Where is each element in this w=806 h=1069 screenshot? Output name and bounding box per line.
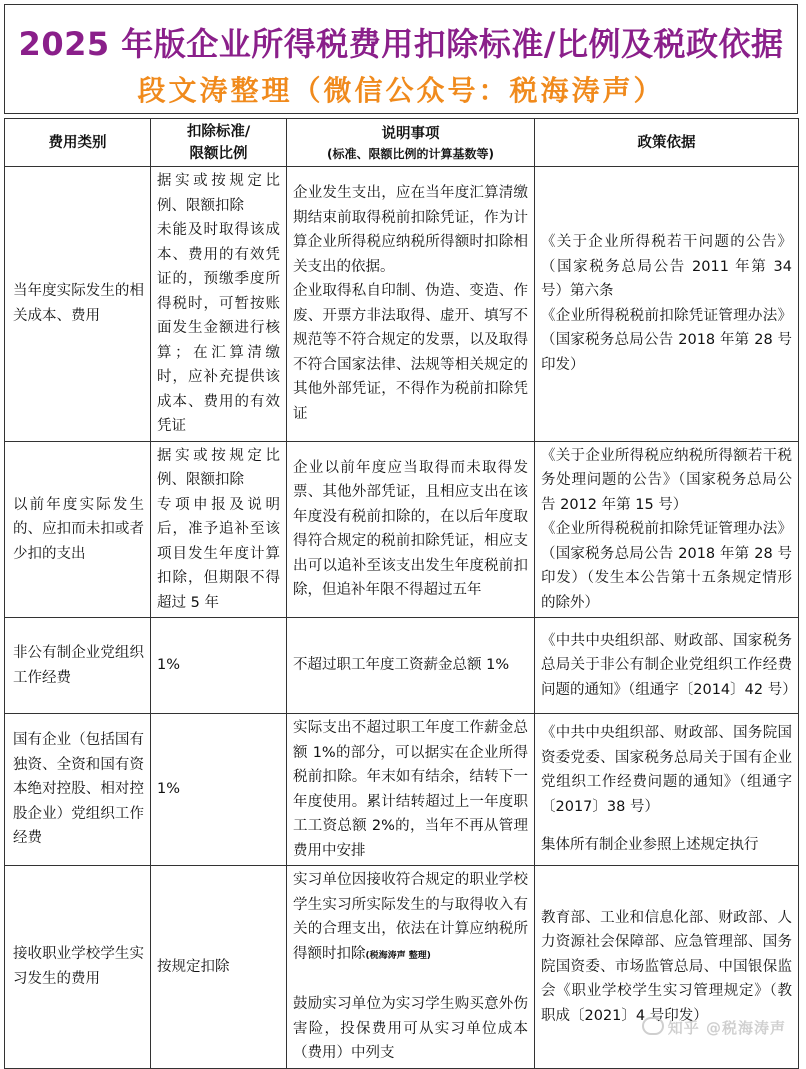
- document-subtitle: 段文涛整理（微信公众号：税海涛声）: [137, 74, 665, 107]
- header-standard: [151, 119, 287, 167]
- table-row: [5, 441, 799, 618]
- row-notes-cell: [287, 714, 535, 866]
- row-basis-cell: [535, 714, 799, 866]
- row-basis-cell: [535, 441, 799, 618]
- row-category: 当年度实际发生的相关成本、费用: [13, 283, 144, 324]
- row-basis: [535, 904, 798, 1031]
- table-row: [5, 167, 799, 442]
- row-standard: 按规定扣除: [157, 958, 230, 975]
- row-note-paragraph: 企业以前年度应当取得而未取得发票、其他外部凭证，且相应支出在该年度没有税前扣除的，在以后年度取得符合规定的税前扣除凭证，相应支出可以追补至该支出发生年度税前扣除，但追补年限不得超过五年: [293, 459, 528, 599]
- row-category: 接收职业学校学生实习发生的费用: [13, 946, 144, 987]
- row-notes: [287, 866, 534, 1068]
- row-basis: [535, 228, 798, 379]
- row-basis-paragraph: 《中共中央组织部、财政部、国务院国资委党委、国家税务总局关于国有企业党组织工作经费问题的通知》（组通字〔2017〕38 号）: [541, 725, 792, 815]
- row-category: 以前年度实际发生的、应扣而未扣或者少扣的支出: [13, 496, 144, 562]
- table-row: [5, 618, 799, 714]
- row-notes: [287, 454, 534, 605]
- row-basis-paragraph: 教育部、工业和信息化部、财政部、人力资源社会保障部、应急管理部、国务院国资委、市场监管总局、中国银保监会《职业学校学生实习管理规定》（教职成〔2021〕4 号印发）: [541, 909, 792, 1024]
- row-category-cell: [5, 714, 151, 866]
- row-basis-paragraph: 集体所有制企业参照上述规定执行: [541, 837, 759, 854]
- row-note-text: 实习单位因接收符合规定的职业学校学生实习所实际发生的与取得收入有关的合理支出，依法在计算应纳税所得额时扣除: [293, 872, 528, 962]
- row-standard: 1%: [157, 657, 181, 674]
- watermark: [642, 1017, 786, 1038]
- header-notes: [287, 119, 535, 167]
- row-note-paragraph: 企业发生支出，应在当年度汇算清缴期结束前取得税前扣除凭证，作为计算企业所得税应纳税所得额时扣除相关支出的依据。: [293, 185, 528, 275]
- row-category-cell: [5, 441, 151, 618]
- row-basis-paragraph: 《企业所得税税前扣除凭证管理办法》（国家税务总局公告 2018 年第 28 号印发）: [541, 307, 792, 373]
- header-standard-line2: 限额比例: [189, 145, 248, 162]
- author-tag: (税海涛声 整理): [365, 950, 431, 961]
- document-title: 2025 年版企业所得税费用扣除标准/比例及税政依据: [18, 25, 784, 63]
- row-basis-paragraph: 《中共中央组织部、财政部、国家税务总局关于非公有制企业党组织工作经费问题的通知》（组通字〔2014〕42 号）: [541, 632, 797, 698]
- row-standard-cell: [151, 866, 287, 1069]
- table-row: [5, 714, 799, 866]
- deduction-table: [4, 118, 799, 1069]
- header-notes-line2: (标准、限额比例的计算基数等): [327, 146, 494, 161]
- row-notes-cell: [287, 167, 535, 442]
- row-standard-cell: [151, 441, 287, 618]
- row-note-paragraph: 不超过职工年度工资薪金总额 1%: [293, 657, 510, 674]
- row-standard: 1%: [157, 781, 181, 798]
- row-category: 非公有制企业党组织工作经费: [13, 645, 144, 686]
- row-standard-cell: [151, 618, 287, 714]
- row-notes-cell: [287, 866, 535, 1069]
- header-basis: 政策依据: [535, 119, 799, 167]
- row-category: 国有企业（包括国有独资、全资和国有资本绝对控股、相对控股企业）党组织工作经费: [13, 732, 144, 847]
- row-basis-paragraph: 《企业所得税税前扣除凭证管理办法》（国家税务总局公告 2018 年第 28 号印发）（发生本公告第十五条规定情形的除外）: [541, 521, 792, 611]
- row-basis-cell: [535, 167, 799, 442]
- paragraph-gap: [293, 968, 528, 992]
- row-notes: [287, 651, 534, 680]
- watermark-text: 知乎 @税海涛声: [667, 1019, 786, 1037]
- title-banner: [4, 4, 798, 114]
- table-header-row: [5, 119, 799, 167]
- row-standard-cell: [151, 167, 287, 442]
- row-category-cell: [5, 618, 151, 714]
- row-note-paragraph: 企业取得私自印制、伪造、变造、作废、开票方非法取得、虚开、填写不规范等不符合规定的发票，以及取得不符合国家法律、法规等相关规定的其他外部凭证，不得作为税前扣除凭证: [293, 283, 528, 422]
- row-standard-cell: [151, 714, 287, 866]
- row-standard: 据实或按规定比例、限额扣除 未能及时取得该成本、费用的有效凭证的，预缴季度所得税时，可暂按账面发生金额进行核算；在汇算清缴时，应补充提供该成本、费用的有效凭证: [157, 173, 280, 434]
- header-notes-line1: 说明事项: [381, 125, 440, 142]
- row-notes: [287, 714, 534, 865]
- chat-bubble-icon: [642, 1017, 664, 1035]
- row-basis: [535, 627, 798, 705]
- row-notes-cell: [287, 618, 535, 714]
- row-note-paragraph: [293, 868, 528, 968]
- row-basis-cell: [535, 618, 799, 714]
- row-category-cell: [5, 866, 151, 1069]
- document-page: [4, 4, 800, 1061]
- row-notes-cell: [287, 441, 535, 618]
- row-standard: 据实或按规定比例、限额扣除 专项申报及说明后，准予追补至该项目发生年度计算扣除，但期限不得超过 5 年: [157, 447, 280, 611]
- row-basis-paragraph: 《关于企业所得税应纳税所得额若干税务处理问题的公告》（国家税务总局公告 2012 年第 15 号）: [541, 447, 792, 513]
- row-basis-paragraph: 《关于企业所得税若干问题的公告》（国家税务总局公告 2011 年第 34 号）第六条: [541, 234, 792, 300]
- row-notes: [287, 179, 534, 428]
- row-basis: [535, 442, 798, 618]
- row-note-paragraph: 实际支出不超过职工年度工作薪金总额 1%的部分，可以据实在企业所得税前扣除。年末如有结余，结转下一年度使用。累计结转超过上一年度职工工资总额 2%的，当年不再从管理费用中安排: [293, 720, 528, 859]
- row-note-paragraph: 鼓励实习单位为实习学生购买意外伤害险，投保费用可从实习单位成本（费用）中列支: [293, 996, 528, 1061]
- header-standard-line1: 扣除标准/: [186, 123, 251, 140]
- row-basis: [535, 719, 798, 860]
- header-category: 费用类别: [5, 119, 151, 167]
- row-category-cell: [5, 167, 151, 442]
